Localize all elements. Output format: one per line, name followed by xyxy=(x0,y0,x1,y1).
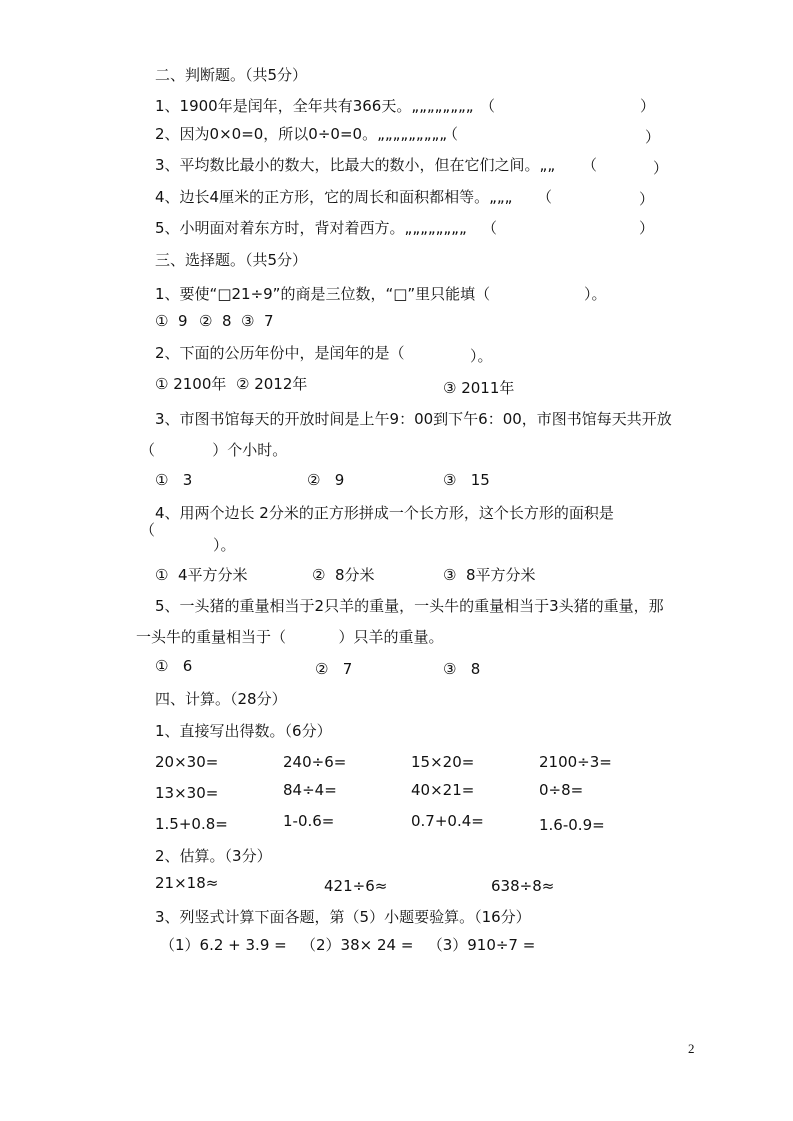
calc-s1-r3-c3: 0.7+0.4= xyxy=(411,812,484,830)
choice-q5-line-1: 5、一头猪的重量相当于2只羊的重量，一头牛的重量相当于3头猪的重量，那 xyxy=(155,597,664,615)
judge-item-2: 2、因为0×0=0，所以0÷0=0。„„„„„„„„„ xyxy=(155,125,448,143)
section-judge-heading: 二、判断题。（共5分） xyxy=(155,66,308,84)
choice-q3-line-1: 3、市图书馆每天的开放时间是上午9：00到下午6：00，市图书馆每天共开放 xyxy=(155,410,672,428)
calc-s1-title: 1、直接写出得数。（6分） xyxy=(155,722,332,740)
choice-q1-option-2: ② 8 xyxy=(199,312,232,330)
choice-q1-stem: 1、要使“□21÷9”的商是三位数，“□”里只能填（ xyxy=(155,285,491,303)
calc-s1-r1-c1: 20×30= xyxy=(155,753,219,771)
choice-q5-line-2: 一头牛的重量相当于（ ）只羊的重量。 xyxy=(136,628,444,646)
section-choice-heading: 三、选择题。（共5分） xyxy=(155,251,308,269)
judge-item-3-close: ） xyxy=(653,159,669,177)
judge-item-5-close: ） xyxy=(639,219,655,237)
choice-q3-option-3: ③ 15 xyxy=(443,471,490,489)
judge-item-3: 3、平均数比最小的数大，比最大的数小，但在它们之间。„„ xyxy=(155,156,556,174)
choice-q4-line-2-open: （ xyxy=(140,521,156,539)
judge-item-1-open: （ xyxy=(480,97,496,115)
judge-item-1: 1、1900年是闰年，全年共有366天。„„„„„„„„ xyxy=(155,97,474,115)
choice-q4-line-1: 4、用两个边长 2分米的正方形拼成一个长方形，这个长方形的面积是 xyxy=(155,504,614,522)
judge-item-2-open: （ xyxy=(443,125,459,143)
page-number: 2 xyxy=(688,1041,695,1056)
calc-s1-r3-c2: 1-0.6= xyxy=(283,812,335,830)
judge-item-3-open: （ xyxy=(582,156,598,174)
judge-item-2-close: ） xyxy=(645,128,661,146)
choice-q5-option-2: ② 7 xyxy=(315,660,353,678)
choice-q1-option-3: ③ 7 xyxy=(241,312,274,330)
choice-q2-option-3: ③ 2011年 xyxy=(443,379,515,397)
section-calc-heading: 四、计算。（28分） xyxy=(155,690,287,708)
calc-s1-r2-c4: 0÷8= xyxy=(539,781,584,799)
choice-q3-option-1: ① 3 xyxy=(155,471,193,489)
choice-q2-stem: 2、下面的公历年份中，是闰年的是（ xyxy=(155,344,405,362)
calc-s2-item-1: 21×18≈ xyxy=(155,874,219,892)
calc-s3-title: 3、列竖式计算下面各题，第（5）小题要验算。（16分） xyxy=(155,908,531,926)
choice-q4-option-3: ③ 8平方分米 xyxy=(443,566,536,584)
choice-q1-close: ）。 xyxy=(584,285,607,303)
choice-q4-line-2-close: ）。 xyxy=(213,536,236,554)
choice-q1-option-1: ① 9 xyxy=(155,312,188,330)
judge-item-4-open: （ xyxy=(537,188,553,206)
judge-item-5: 5、小明面对着东方时，背对着西方。„„„„„„„„ xyxy=(155,219,467,237)
choice-q2-option-1: ① 2100年 xyxy=(155,375,227,393)
choice-q3-option-2: ② 9 xyxy=(307,471,345,489)
calc-s1-r1-c4: 2100÷3= xyxy=(539,753,612,771)
judge-item-4: 4、边长4厘米的正方形，它的周长和面积都相等。„„„ xyxy=(155,188,513,206)
calc-s2-title: 2、估算。（3分） xyxy=(155,847,272,865)
calc-s1-r2-c2: 84÷4= xyxy=(283,781,337,799)
calc-s1-r1-c3: 15×20= xyxy=(411,753,475,771)
choice-q4-option-2: ② 8分米 xyxy=(312,566,375,584)
choice-q2-option-2: ② 2012年 xyxy=(236,375,308,393)
choice-q5-option-3: ③ 8 xyxy=(443,660,481,678)
calc-s1-r2-c3: 40×21= xyxy=(411,781,475,799)
judge-item-4-close: ） xyxy=(639,190,655,208)
judge-item-5-open: （ xyxy=(482,219,498,237)
calc-s1-r3-c4: 1.6-0.9= xyxy=(539,816,605,834)
choice-q2-close: ）。 xyxy=(470,347,493,365)
calc-s1-r3-c1: 1.5+0.8= xyxy=(155,815,228,833)
calc-s2-item-2: 421÷6≈ xyxy=(324,877,388,895)
choice-q3-line-2: （ ）个小时。 xyxy=(140,441,288,459)
choice-q5-option-1: ① 6 xyxy=(155,657,193,675)
calc-s1-r2-c1: 13×30= xyxy=(155,784,219,802)
choice-q4-option-1: ① 4平方分米 xyxy=(155,566,248,584)
calc-s2-item-3: 638÷8≈ xyxy=(491,877,555,895)
calc-s1-r1-c2: 240÷6= xyxy=(283,753,347,771)
judge-item-1-close: ） xyxy=(640,97,656,115)
calc-s3-problems: （1）6.2 + 3.9 = （2）38× 24 = （3）910÷7 = xyxy=(160,936,536,954)
